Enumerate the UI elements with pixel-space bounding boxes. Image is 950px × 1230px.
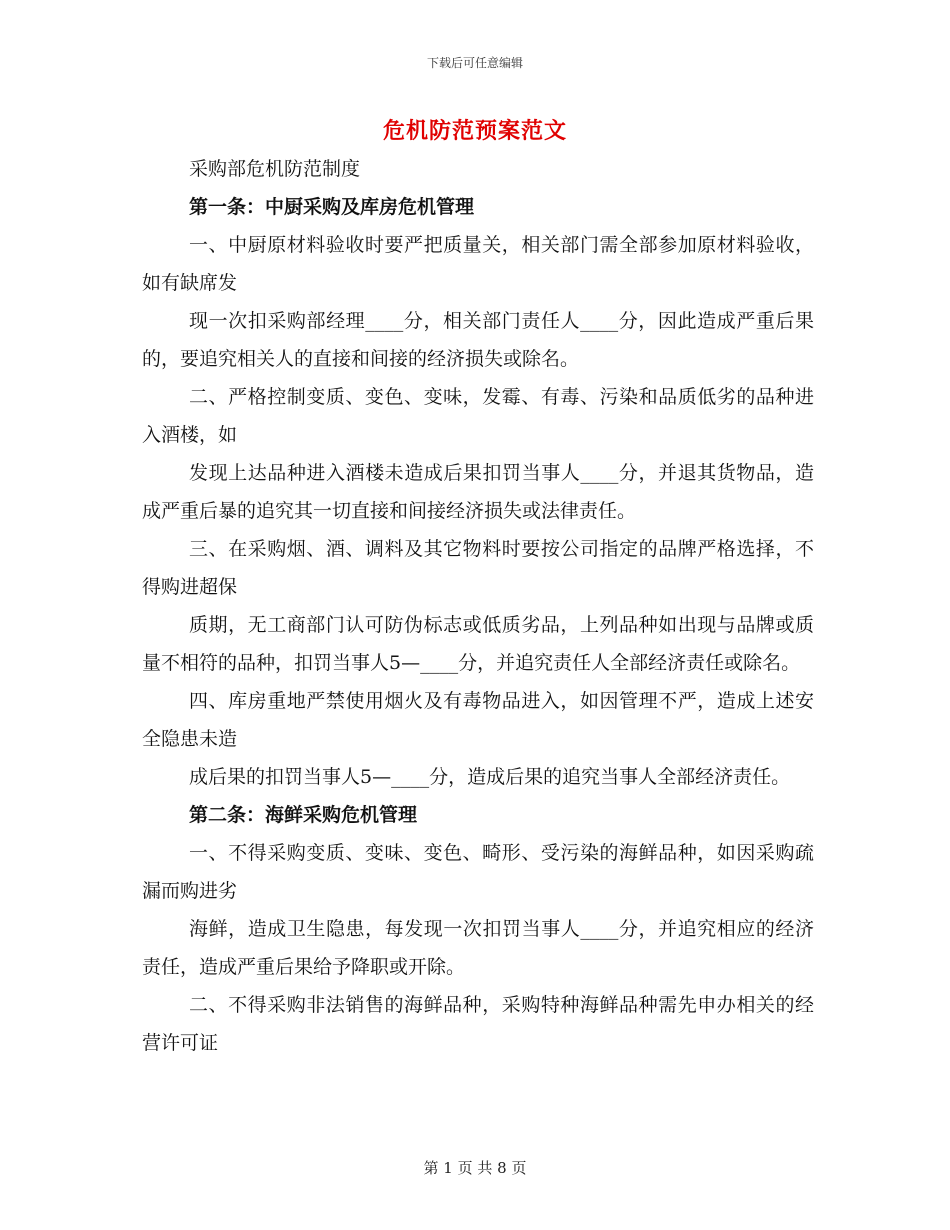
section-heading: 第一条：中厨采购及库房危机管理 [189,196,475,218]
paragraph: 一、不得采购变质、变味、变色、畸形、受污染的海鲜品种，如因采购疏漏而购进劣 [142,842,814,902]
paragraph: 海鲜，造成卫生隐患，每发现一次扣罚当事人____分，并追究相应的经济责任，造成严重后果给予降职或开除。 [142,918,814,978]
page-number: 第 1 页 共 8 页 [423,1159,527,1177]
paragraph: 现一次扣采购部经理____分，相关部门责任人____分，因此造成严重后果的，要追究相关人的直接和间接的经济损失或除名。 [142,310,814,370]
paragraph: 发现上达品种进入酒楼未造成后果扣罚当事人____分，并退其货物品，造成严重后暴的追究其一切直接和间接经济损失或法律责任。 [142,462,814,522]
paragraph: 二、不得采购非法销售的海鲜品种，采购特种海鲜品种需先申办相关的经营许可证 [142,994,814,1054]
section-heading: 第二条：海鲜采购危机管理 [189,804,418,826]
paragraph: 一、中厨原材料验收时要严把质量关，相关部门需全部参加原材料验收，如有缺席发 [142,234,814,294]
document-body [142,150,814,1062]
document-title: 危机防范预案范文 [382,118,567,144]
paragraph: 采购部危机防范制度 [189,158,361,180]
paragraph: 成后果的扣罚当事人5—____分，造成后果的追究当事人全部经济责任。 [189,766,791,788]
paragraph: 三、在采购烟、酒、调料及其它物料时要按公司指定的品牌严格选择，不得购进超保 [142,538,814,598]
paragraph: 四、库房重地严禁使用烟火及有毒物品进入，如因管理不严，造成上述安全隐患未造 [142,690,814,750]
paragraph: 质期，无工商部门认可防伪标志或低质劣品，上列品种如出现与品牌或质量不相符的品种，扣罚当事人5—____分，并追究责任人全部经济责任或除名。 [142,614,814,674]
page-header-note: 下载后可任意编辑 [426,56,523,70]
paragraph: 二、严格控制变质、变色、变味，发霉、有毒、污染和品质低劣的品种进入酒楼，如 [142,386,814,446]
